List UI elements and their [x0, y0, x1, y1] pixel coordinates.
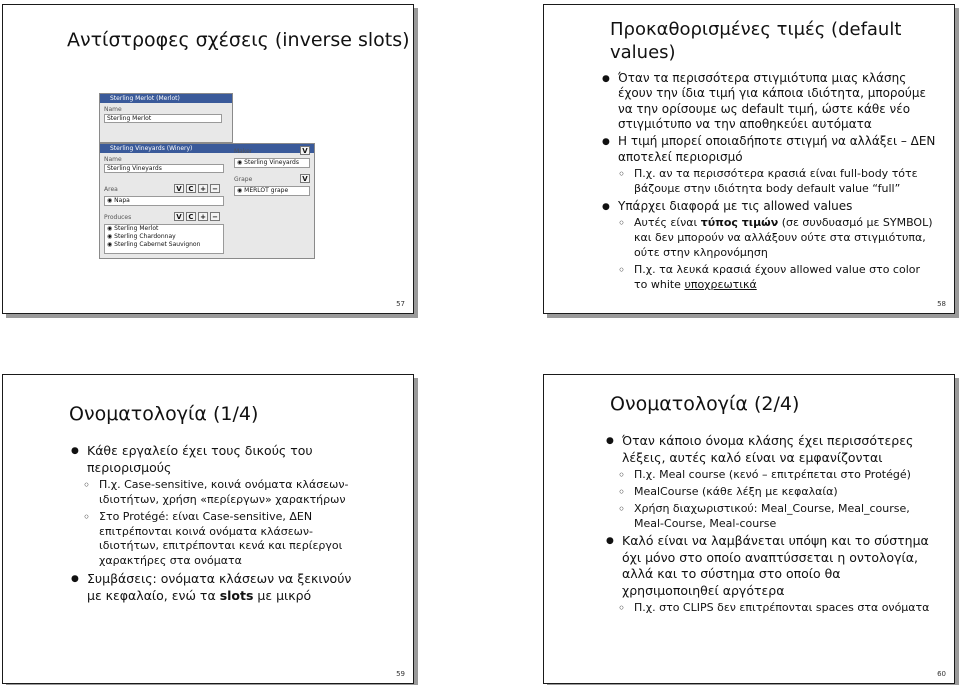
- bullet: ● Υπάρχει διαφορά με τις allowed values: [600, 199, 936, 214]
- add-button[interactable]: +: [198, 184, 208, 193]
- slide-content: [604, 71, 936, 294]
- page-number: 59: [396, 670, 405, 678]
- name-field[interactable]: Sterling Merlot: [104, 114, 222, 123]
- sub-bullet: ◦ Π.χ. τα λευκά κρασιά έχουν allowed value στο color το white υποχρεωτικά: [604, 263, 936, 293]
- bullet: ● Όταν κάποιο όνομα κλάσης έχει περισσότερες λέξεις, αυτές καλό είναι να εμφανίζονται: [604, 433, 940, 466]
- maker-label: Maker: [234, 148, 253, 155]
- slide-title: Προκαθορισμένες τιμές (default values): [610, 19, 902, 63]
- sub-bullet: ◦ Στο Protégé: είναι Case-sensitive, ΔΕΝ επιτρέπονται κοινά ονόματα κλάσεων-ιδιοτήτων, επιτρέπονται κενά και περίεργοι χαρακτήρες στα ονόματα: [69, 510, 367, 569]
- protege-window-winery: [99, 143, 315, 259]
- bullet: ● Καλό είναι να λαμβάνεται υπόψη και το σύστημα όχι μόνο στο οποίο αναπτύσσεται η οντολογία, αλλά και το σύστημα στο οποίο θα χρησιμοποιηθεί αργότερα: [604, 533, 940, 599]
- sub-bullet: ◦ Π.χ. αν τα περισσότερα κρασιά είναι full-body τότε βάζουμε στην ιδιότητα body default value “full”: [604, 167, 936, 197]
- view-button[interactable]: V: [300, 174, 310, 183]
- maker-value[interactable]: ◉ Sterling Vineyards: [234, 158, 310, 168]
- area-label: Area: [104, 186, 118, 193]
- list-item[interactable]: ◉ Sterling Chardonnay: [107, 233, 176, 240]
- sub-bullet: ◦ Χρήση διαχωριστικού: Meal_Course, Meal_course, Meal-Course, Meal-course: [604, 502, 940, 532]
- view-button[interactable]: V: [174, 212, 184, 221]
- remove-button[interactable]: −: [210, 212, 220, 221]
- name-label: Name: [104, 156, 122, 163]
- produces-label: Produces: [104, 214, 132, 221]
- slide-57: [2, 4, 414, 314]
- list-item[interactable]: ◉ Sterling Cabernet Sauvignon: [107, 241, 201, 248]
- slide-title: Ονοματολογία (1/4): [69, 403, 259, 425]
- view-button[interactable]: V: [300, 146, 310, 155]
- sub-bullet: ◦ Π.χ. Meal course (κενό – επιτρέπεται στο Protégé): [604, 468, 940, 483]
- bullet: ● Κάθε εργαλείο έχει τους δικούς του περιορισμούς: [69, 443, 367, 476]
- sub-bullet: ◦ Π.χ. Case-sensitive, κοινά ονόματα κλάσεων-ιδιοτήτων, χρήση «περίεργων» χαρακτήρων: [69, 478, 367, 508]
- create-button[interactable]: C: [186, 212, 196, 221]
- slide-title: Αντίστροφες σχέσεις (inverse slots): [67, 29, 410, 51]
- list-item[interactable]: ◉ Sterling Merlot: [107, 225, 159, 232]
- slide-content: [69, 443, 367, 606]
- page-number: 58: [937, 300, 946, 308]
- name-label: Name: [104, 106, 122, 113]
- slide-content: [604, 433, 940, 618]
- window-titlebar: Sterling Merlot (Merlot): [100, 94, 232, 103]
- page-number: 60: [937, 670, 946, 678]
- protege-window-merlot: [99, 93, 233, 143]
- sub-bullet: ◦ Αυτές είναι τύπος τιμών (σε συνδυασμό με SYMBOL) και δεν μπορούν να αλλάξουν ούτε στα στιγμιότυπα, ούτε στην κληρονόμηση: [604, 216, 936, 261]
- slide-60: [543, 374, 955, 684]
- page-number: 57: [396, 300, 405, 308]
- slide-58: [543, 4, 955, 314]
- sub-bullet: ◦ Π.χ. στο CLIPS δεν επιτρέπονται spaces στα ονόματα: [604, 601, 940, 616]
- bullet: ● Η τιμή μπορεί οποιαδήποτε στιγμή να αλλάξει – ΔΕΝ αποτελεί περιορισμό: [600, 134, 936, 165]
- add-button[interactable]: +: [198, 212, 208, 221]
- produces-list[interactable]: [104, 224, 224, 254]
- view-button[interactable]: V: [174, 184, 184, 193]
- remove-button[interactable]: −: [210, 184, 220, 193]
- slide-59: [2, 374, 414, 684]
- create-button[interactable]: C: [186, 184, 196, 193]
- bullet: ● Όταν τα περισσότερα στιγμιότυπα μιας κλάσης έχουν την ίδια τιμή για κάποια ιδιότητα, μπορούμε να την ορίσουμε ως default τιμή, ώστε κάθε νέο στιγμιότυπο να την αποθηκεύει αυτόματα: [600, 71, 936, 132]
- sub-bullet: ◦ MealCourse (κάθε λέξη με κεφαλαία): [604, 485, 940, 500]
- name-field[interactable]: Sterling Vineyards: [104, 164, 224, 173]
- grape-value[interactable]: ◉ MERLOT grape: [234, 186, 310, 196]
- grape-label: Grape: [234, 176, 253, 183]
- slide-title: Ονοματολογία (2/4): [610, 393, 800, 415]
- bullet: ● Συμβάσεις: ονόματα κλάσεων να ξεκινούν με κεφαλαίο, ενώ τα slots με μικρό: [69, 571, 367, 604]
- window-titlebar: Sterling Vineyards (Winery): [100, 144, 314, 153]
- area-value[interactable]: ◉ Napa: [104, 196, 224, 206]
